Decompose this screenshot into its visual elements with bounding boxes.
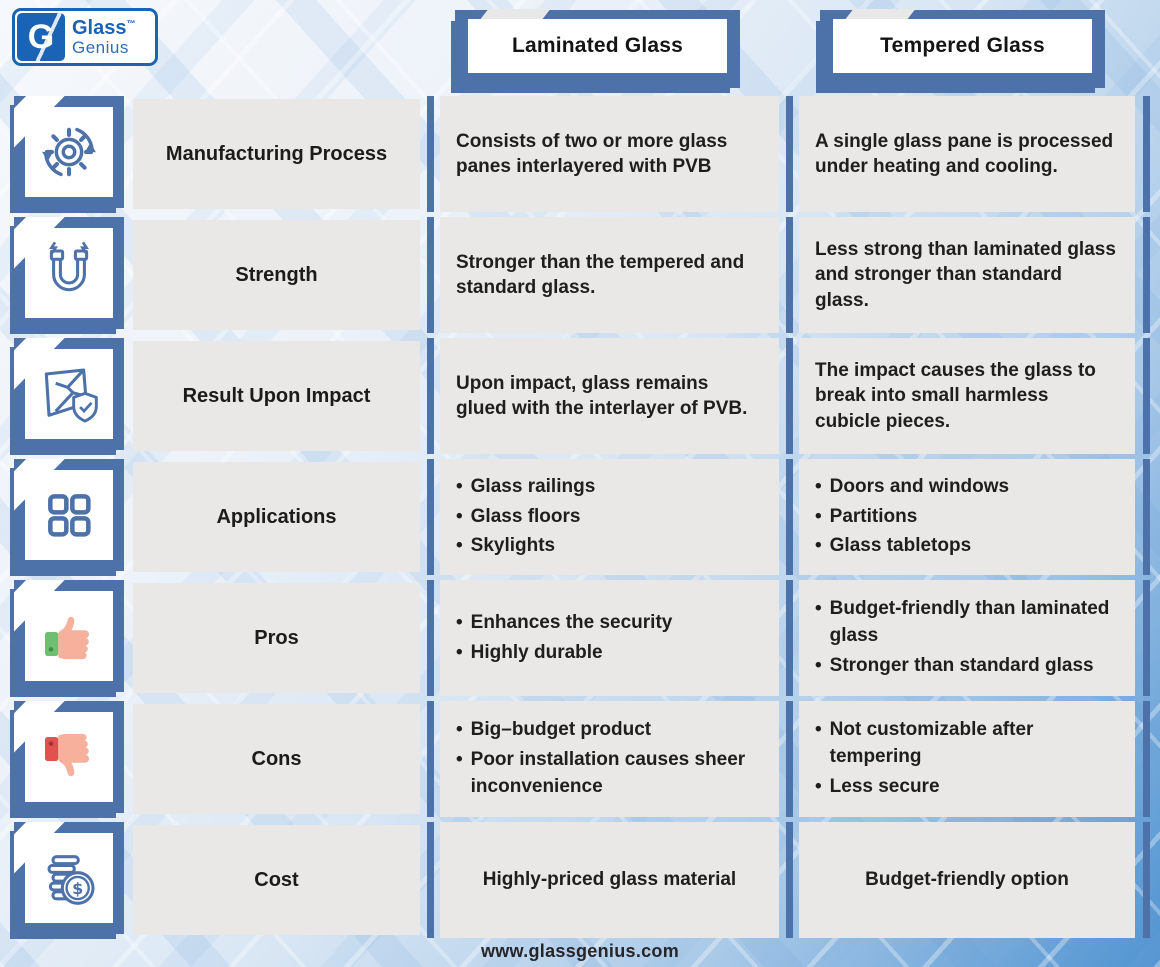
svg-text:$: $ xyxy=(72,879,84,898)
divider-bar xyxy=(1143,96,1150,212)
divider-bar xyxy=(427,580,434,696)
cell-tempered-cost xyxy=(786,822,1150,938)
divider-bar xyxy=(1143,701,1150,817)
logo-brand-second-text: Genius xyxy=(72,37,129,57)
cell-text: A single glass pane is processed under heating and cooling. xyxy=(815,130,1114,177)
divider-bar xyxy=(427,459,434,575)
row-label-cons: Cons xyxy=(133,704,420,814)
glass-genius-logo xyxy=(12,8,158,66)
logo-g-mark xyxy=(17,13,65,61)
coins-icon xyxy=(37,846,101,910)
cell-tempered-pros xyxy=(786,580,1150,696)
cell-tempered-cons xyxy=(786,701,1150,817)
thumbs-down-icon xyxy=(37,725,101,789)
cell-tempered-strength xyxy=(786,217,1150,333)
bullet-item: • Less secure xyxy=(815,775,940,797)
thumbs-up-icon xyxy=(37,604,101,668)
logo-wordmark xyxy=(67,18,135,56)
row-label-result-upon-impact: Result Upon Impact xyxy=(133,341,420,451)
bullet-item: • Enhances the security xyxy=(456,611,673,633)
comparison-table xyxy=(14,96,1150,938)
cell-tempered-impact xyxy=(786,338,1150,454)
column-header-laminated-label: Laminated Glass xyxy=(468,19,727,73)
logo-brand-text: Glass xyxy=(72,17,127,40)
cell-laminated-manufacturing xyxy=(427,96,779,212)
cell-laminated-strength xyxy=(427,217,779,333)
divider-bar xyxy=(786,822,793,938)
cell-text: Budget-friendly option xyxy=(865,869,1069,891)
grid-squares-icon xyxy=(37,483,101,547)
cell-laminated-applications xyxy=(427,459,779,575)
row-icon-box xyxy=(14,580,124,692)
row-icon-box xyxy=(14,96,124,208)
magnet-icon xyxy=(37,241,101,305)
cell-tempered-applications xyxy=(786,459,1150,575)
trademark-symbol: ™ xyxy=(126,18,136,29)
cell-tempered-manufacturing xyxy=(786,96,1150,212)
cell-text: Consists of two or more glass panes interlayered with PVB xyxy=(456,130,728,177)
divider-bar xyxy=(1143,338,1150,454)
divider-bar xyxy=(786,338,793,454)
bullet-item: • Poor installation causes sheer inconvenience xyxy=(456,749,746,797)
cell-laminated-cost xyxy=(427,822,779,938)
divider-bar xyxy=(786,96,793,212)
divider-bar xyxy=(1143,459,1150,575)
cell-text: The impact causes the glass to break into small harmless cubicle pieces. xyxy=(815,360,1096,432)
cell-text: Upon impact, glass remains glued with the interlayer of PVB. xyxy=(456,372,748,419)
cell-laminated-cons xyxy=(427,701,779,817)
row-label-cost: Cost xyxy=(133,825,420,935)
bullet-item: • Big–budget product xyxy=(456,719,652,741)
gear-sync-icon xyxy=(37,120,101,184)
bullet-item: • Glass floors xyxy=(456,505,581,527)
website-url: www.glassgenius.com xyxy=(480,941,680,961)
divider-bar xyxy=(786,580,793,696)
row-icon-box xyxy=(14,217,124,329)
column-header-tempered-label: Tempered Glass xyxy=(833,19,1092,73)
row-label-strength: Strength xyxy=(133,220,420,330)
bullet-item: • Budget-friendly than laminated glass xyxy=(815,598,1110,647)
bullet-item: • Doors and windows xyxy=(815,475,1010,497)
cell-text: Highly-priced glass material xyxy=(482,869,737,891)
divider-bar xyxy=(427,701,434,817)
bullet-item: • Partitions xyxy=(815,505,918,527)
row-label-applications: Applications xyxy=(133,462,420,572)
divider-bar xyxy=(1143,580,1150,696)
divider-bar xyxy=(786,217,793,333)
bullet-item: • Stronger than standard glass xyxy=(815,654,1094,676)
bullet-item: • Highly durable xyxy=(456,641,603,663)
bullet-item: • Not customizable after tempering xyxy=(815,719,1034,768)
row-icon-box xyxy=(14,459,124,571)
row-icon-box xyxy=(14,338,124,450)
logo-monogram: G xyxy=(27,17,55,56)
divider-bar xyxy=(786,459,793,575)
row-label-manufacturing-process: Manufacturing Process xyxy=(133,99,420,209)
cell-text: Less strong than laminated glass and stronger than standard glass. xyxy=(815,239,1116,311)
divider-bar xyxy=(1143,217,1150,333)
broken-glass-shield-icon xyxy=(37,362,101,426)
column-header-tempered xyxy=(820,10,1105,88)
row-label-pros: Pros xyxy=(133,583,420,693)
divider-bar xyxy=(1143,822,1150,938)
column-header-laminated xyxy=(455,10,740,88)
divider-bar xyxy=(427,217,434,333)
cell-laminated-pros xyxy=(427,580,779,696)
cell-laminated-impact xyxy=(427,338,779,454)
row-icon-box xyxy=(14,701,124,813)
row-icon-box xyxy=(14,822,124,934)
bullet-item: • Glass tabletops xyxy=(815,535,972,557)
divider-bar xyxy=(786,701,793,817)
divider-bar xyxy=(427,822,434,938)
divider-bar xyxy=(427,96,434,212)
cell-text: Stronger than the tempered and standard glass. xyxy=(456,251,745,298)
divider-bar xyxy=(427,338,434,454)
bullet-item: • Glass railings xyxy=(456,475,596,497)
bullet-item: • Skylights xyxy=(456,535,556,557)
